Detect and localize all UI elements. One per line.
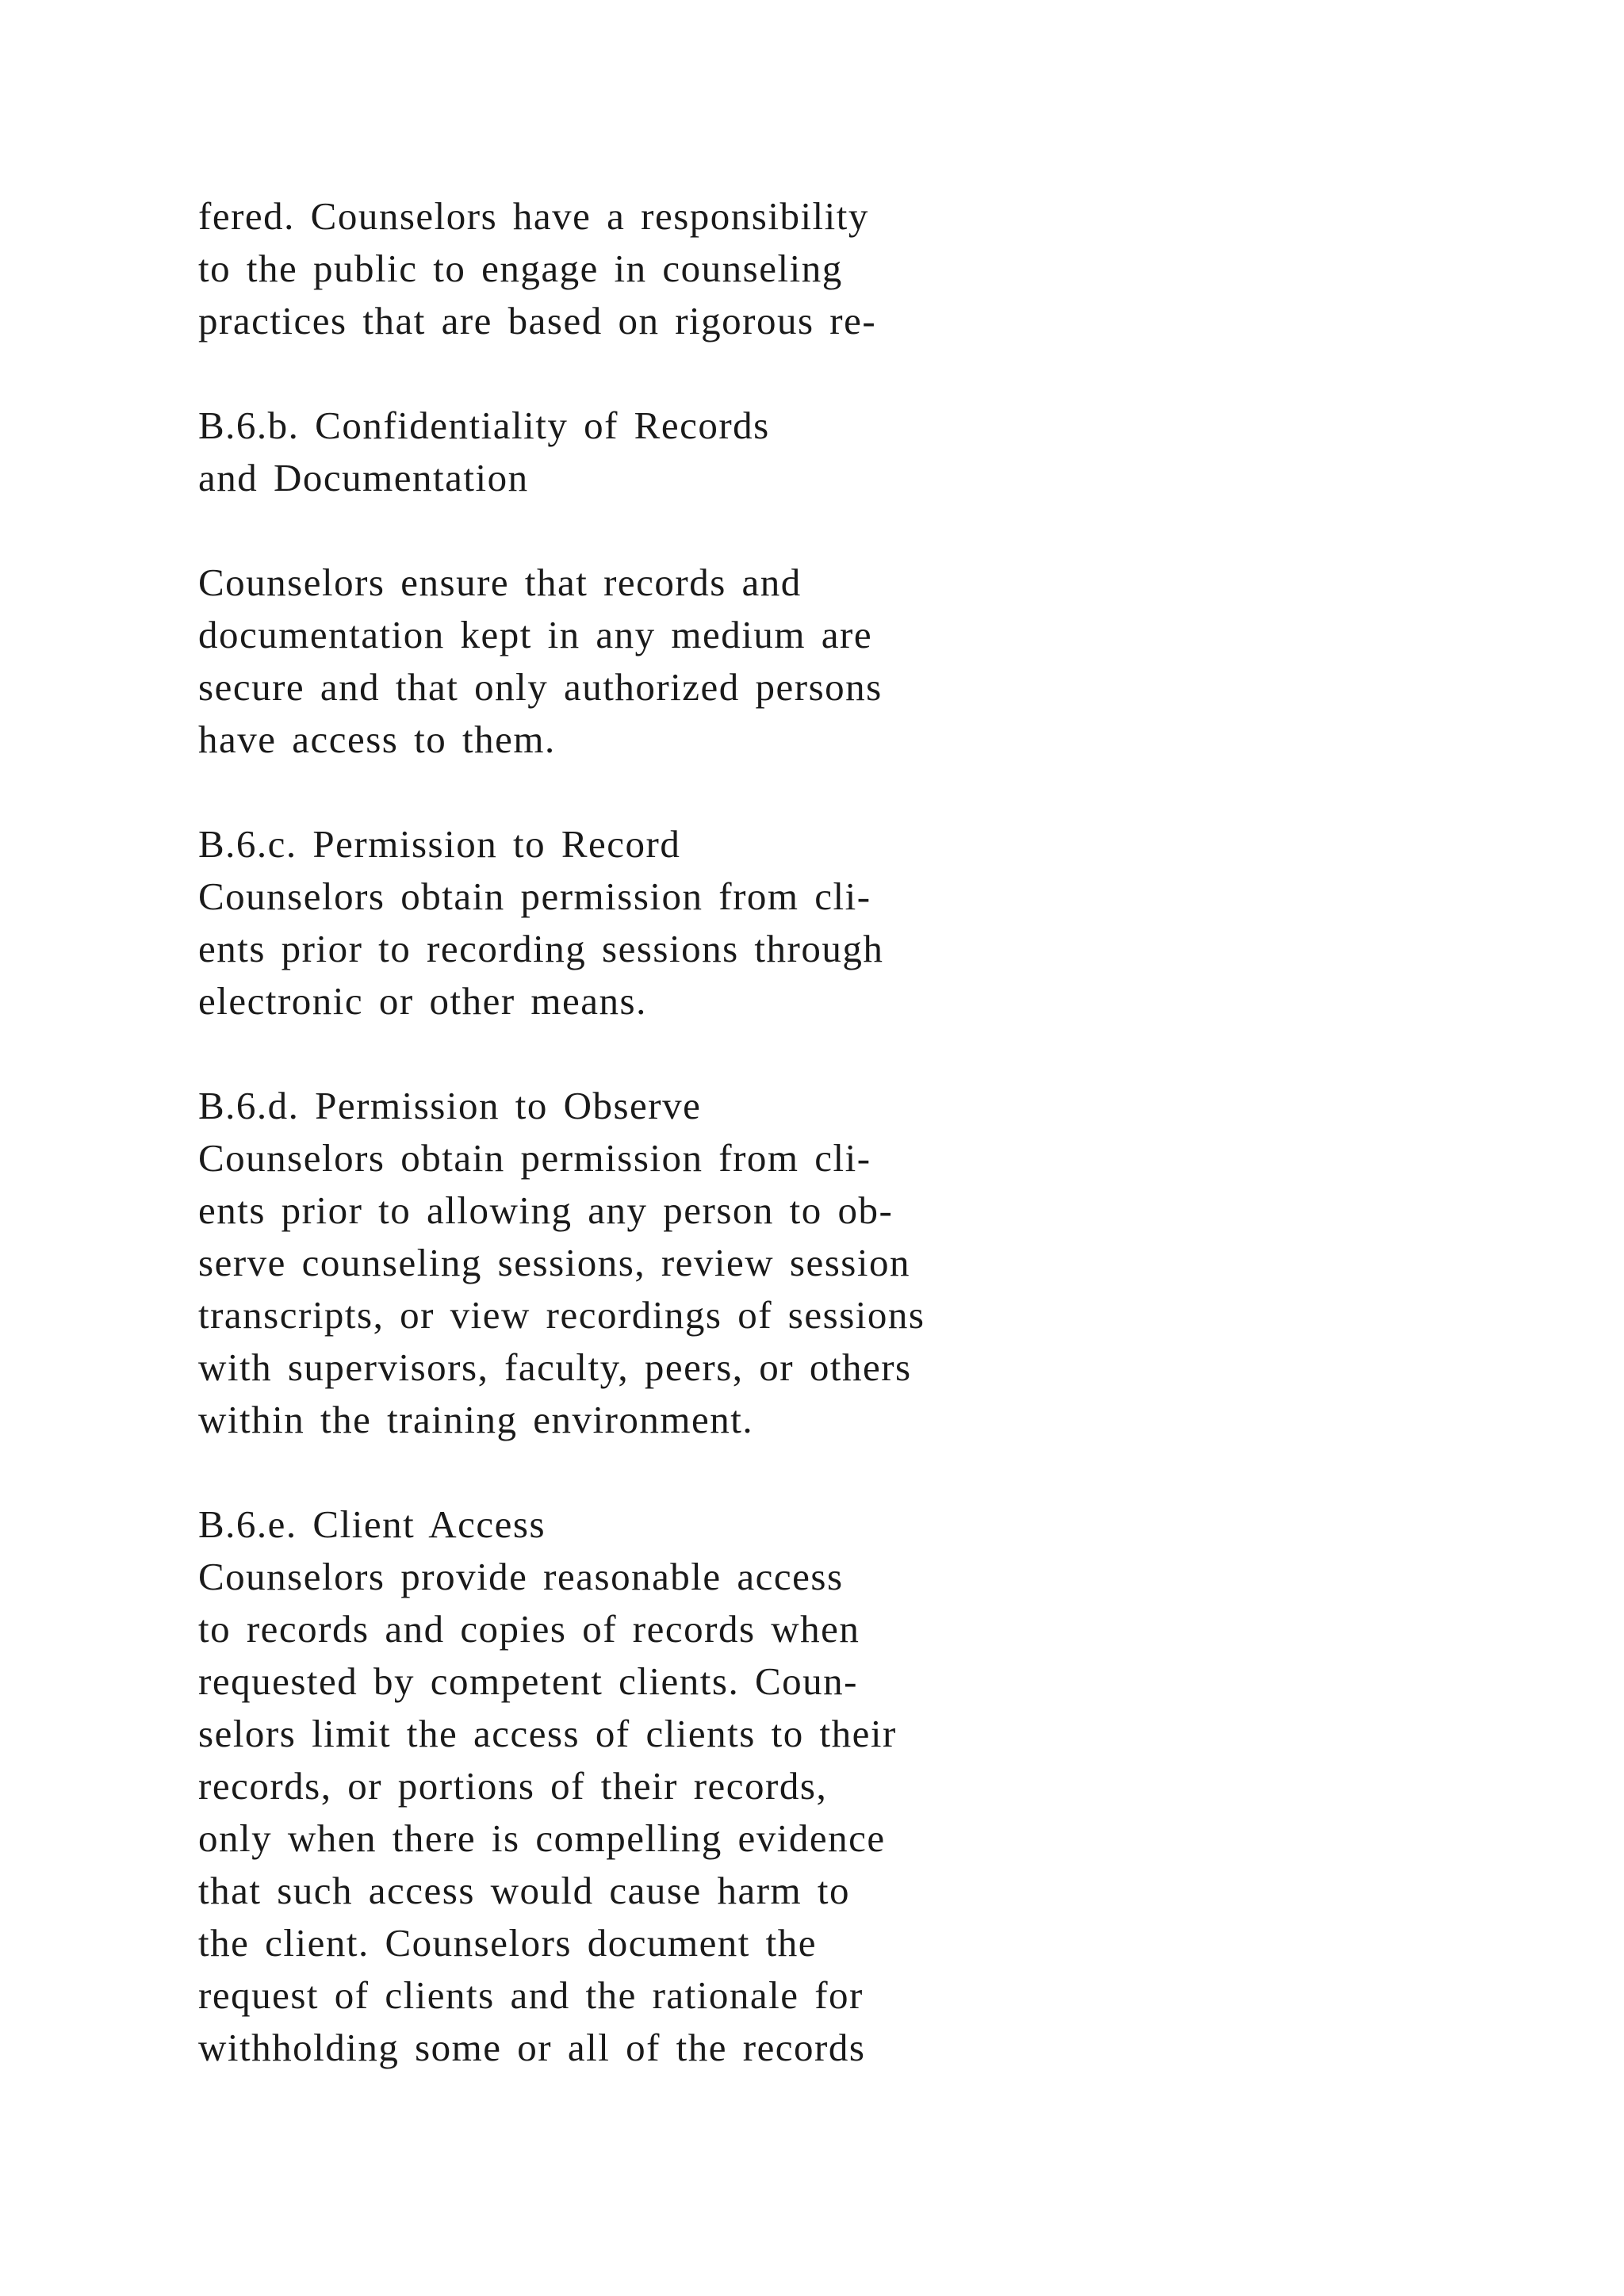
section-body-b6b	[198, 557, 1388, 766]
text-line: only when there is compelling evidence	[198, 1816, 886, 1860]
text-line: withholding some or all of the records	[198, 2026, 866, 2069]
text-line: to the public to engage in counseling	[198, 247, 843, 290]
text-line: the client. Counselors document the	[198, 1921, 818, 1965]
text-line: secure and that only authorized persons	[198, 665, 883, 709]
section-heading-line: and Documentation	[198, 456, 529, 499]
text-line: ents prior to allowing any person to ob-	[198, 1188, 894, 1232]
text-line: ents prior to recording sessions through	[198, 927, 884, 970]
text-line: fered. Counselors have a responsibility	[198, 194, 869, 238]
text-line: transcripts, or view recordings of sessions	[198, 1293, 925, 1337]
text-line: serve counseling sessions, review session	[198, 1241, 910, 1284]
text-line: requested by competent clients. Coun-	[198, 1659, 858, 1703]
text-line: with supervisors, faculty, peers, or others	[198, 1345, 912, 1389]
text-line: electronic or other means.	[198, 979, 647, 1023]
text-line: selors limit the access of clients to their	[198, 1712, 897, 1755]
text-line: within the training environment.	[198, 1398, 754, 1441]
text-line: request of clients and the rationale for	[198, 1973, 864, 2017]
section-heading-line: B.6.e. Client Access	[198, 1502, 546, 1546]
section-heading-b6b	[198, 400, 1388, 504]
text-line: records, or portions of their records,	[198, 1764, 828, 1808]
text-line: that such access would cause harm to	[198, 1869, 851, 1912]
text-line: Counselors provide reasonable access	[198, 1555, 844, 1598]
text-line: Counselors obtain permission from cli-	[198, 1136, 871, 1180]
text-column	[198, 190, 1388, 2126]
section-heading-line: B.6.d. Permission to Observe	[198, 1084, 702, 1127]
text-line: Counselors ensure that records and	[198, 561, 802, 604]
section-heading-line: B.6.b. Confidentiality of Records	[198, 404, 770, 447]
section-b6c	[198, 818, 1388, 1027]
text-line: have access to them.	[198, 718, 556, 761]
section-b6d	[198, 1080, 1388, 1446]
section-b6e	[198, 1498, 1388, 2074]
text-line: to records and copies of records when	[198, 1607, 860, 1651]
text-line: documentation kept in any medium are	[198, 613, 873, 656]
text-line: practices that are based on rigorous re-	[198, 299, 877, 342]
opening-paragraph	[198, 190, 1388, 347]
section-heading-line: B.6.c. Permission to Record	[198, 822, 681, 866]
text-line: Counselors obtain permission from cli-	[198, 874, 871, 918]
